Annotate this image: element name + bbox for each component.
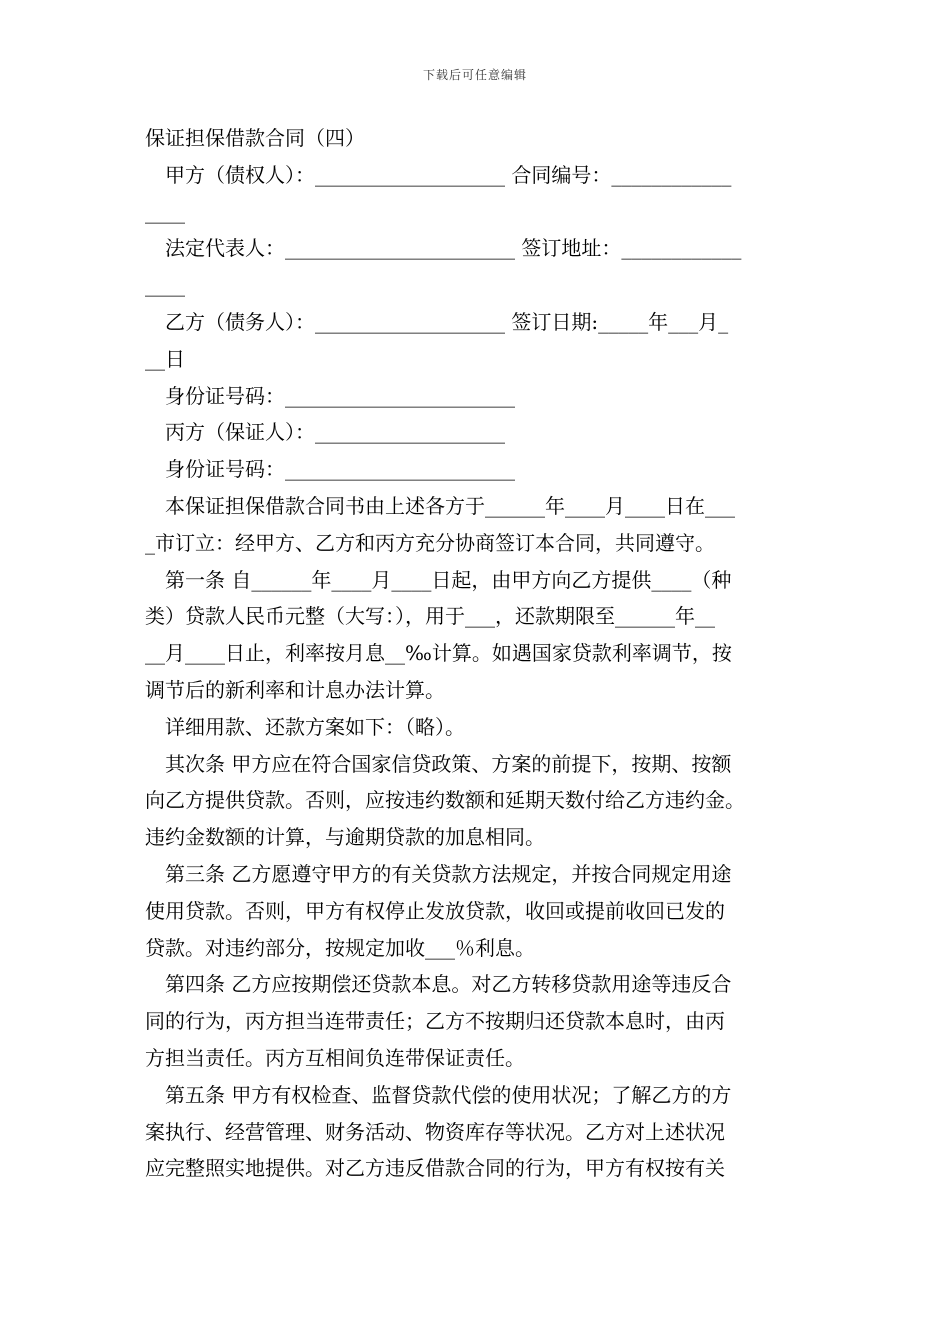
article-1-line: 类）贷款人民币元整（大写：），用于___，还款期限至______年__ [145, 604, 715, 629]
party-c-line: 丙方（保证人）：___________________ [165, 420, 505, 445]
article-5-line: 第五条 甲方有权检查、监督贷款代偿的使用状况；了解乙方的方 [165, 1082, 732, 1107]
repayment-plan-line: 详细用款、还款方案如下：（略）。 [165, 714, 465, 739]
id-number-line-c: 身份证号码：_______________________ [165, 457, 515, 482]
article-4-line: 同的行为，丙方担当连带责任；乙方不按期归还贷款本息时，由丙 [145, 1009, 725, 1034]
party-a-line-cont: ____ [145, 199, 185, 224]
legal-rep-line: 法定代表人：_______________________ 签订地址：____________ [165, 236, 742, 261]
party-a-line: 甲方（债权人）：___________________ 合同编号：____________ [165, 162, 732, 187]
preamble-line-cont: _市订立：经甲方、乙方和丙方充分协商签订本合同，共同遵守。 [145, 530, 715, 555]
party-b-line-cont: __日 [145, 346, 185, 371]
article-2-line: 向乙方提供贷款。否则，应按违约数额和延期天数付给乙方违约金。 [145, 788, 745, 813]
article-2-line: 其次条 甲方应在符合国家信贷政策、方案的前提下，按期、按额 [165, 751, 732, 776]
article-3-line: 第三条 乙方愿遵守甲方的有关贷款方法规定，并按合同规定用途 [165, 861, 732, 886]
article-1-line: 第一条 自______年____月____日起，由甲方向乙方提供____（种 [165, 567, 732, 592]
article-4-line: 方担当责任。丙方互相间负连带保证责任。 [145, 1045, 525, 1070]
article-3-line: 贷款。对违约部分，按规定加收___％利息。 [145, 935, 535, 960]
legal-rep-line-cont: ____ [145, 273, 185, 298]
article-4-line: 第四条 乙方应按期偿还贷款本息。对乙方转移贷款用途等违反合 [165, 972, 732, 997]
contract-body [145, 120, 810, 1187]
article-1-line: __月____日止，利率按月息__‰计算。如遇国家贷款利率调节，按 [145, 641, 732, 666]
preamble-line: 本保证担保借款合同书由上述各方于______年____月____日在___ [165, 493, 735, 518]
article-3-line: 使用贷款。否则，甲方有权停止发放贷款，收回或提前收回已发的 [145, 898, 725, 923]
header-note: 下载后可任意编辑 [422, 68, 527, 82]
article-5-line: 案执行、经营管理、财务活动、物资库存等状况。乙方对上述状况 [145, 1119, 725, 1144]
doc-title: 保证担保借款合同（四） [145, 126, 365, 150]
article-5-line: 应完整照实地提供。对乙方违反借款合同的行为，甲方有权按有关 [145, 1156, 725, 1181]
article-2-line: 违约金数额的计算，与逾期贷款的加息相同。 [145, 825, 545, 850]
party-b-line: 乙方（债务人）：___________________ 签订日期:_____年___月_ [165, 309, 729, 334]
article-1-line: 调节后的新利率和计息办法计算。 [145, 677, 445, 702]
id-number-line-b: 身份证号码：_______________________ [165, 383, 515, 408]
